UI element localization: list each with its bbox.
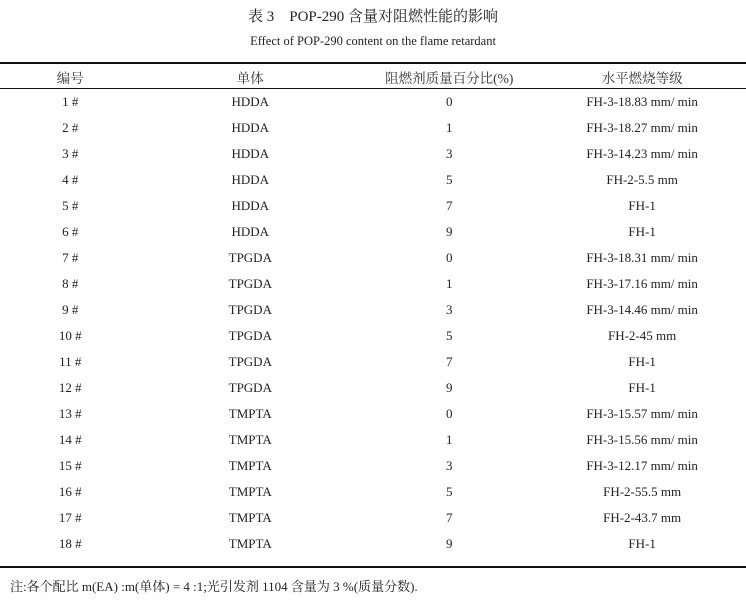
table-subtitle: Effect of POP-290 content on the flame retardant: [250, 34, 496, 48]
cell-monomer: HDDA: [231, 224, 270, 239]
cell-id: 9 #: [62, 302, 79, 317]
table-row: [0, 505, 746, 531]
cell-monomer: TMPTA: [228, 536, 272, 551]
cell-monomer: TPGDA: [228, 250, 272, 265]
cell-monomer: HDDA: [231, 120, 270, 135]
cell-grade: FH-3-12.17 mm/ min: [586, 458, 698, 473]
cell-monomer: HDDA: [231, 198, 270, 213]
cell-grade: FH-1: [628, 354, 656, 369]
cell-percent: 0: [445, 406, 453, 421]
cell-grade: FH-2-45 mm: [607, 328, 677, 343]
cell-percent: 1: [445, 276, 453, 291]
cell-id: 10 #: [58, 328, 82, 343]
cell-monomer: TMPTA: [228, 458, 272, 473]
cell-id: 6 #: [62, 224, 79, 239]
cell-grade: FH-3-14.23 mm/ min: [586, 146, 698, 161]
cell-grade: FH-2-5.5 mm: [606, 172, 678, 187]
cell-grade: FH-1: [628, 536, 656, 551]
cell-grade: FH-3-18.31 mm/ min: [586, 250, 698, 265]
cell-percent: 5: [445, 172, 453, 187]
cell-percent: 3: [445, 146, 453, 161]
cell-grade: FH-2-55.5 mm: [603, 484, 682, 499]
cell-grade: FH-3-18.27 mm/ min: [586, 120, 698, 135]
table-row: [0, 141, 746, 167]
table-row: [0, 297, 746, 323]
cell-id: 5 #: [62, 198, 79, 213]
cell-id: 4 #: [62, 172, 79, 187]
cell-percent: 0: [445, 250, 453, 265]
cell-grade: FH-1: [628, 224, 656, 239]
cell-id: 12 #: [58, 380, 82, 395]
data-table: [0, 64, 746, 557]
cell-id: 7 #: [62, 250, 79, 265]
header-rule: [0, 88, 746, 89]
table-row: [0, 245, 746, 271]
cell-id: 8 #: [62, 276, 79, 291]
cell-percent: 5: [445, 484, 453, 499]
cell-monomer: TMPTA: [228, 510, 272, 525]
header-row: [0, 64, 746, 89]
table-note: 注:各个配比 m(EA) :m(单体) = 4 :1;光引发剂 1104 含量为 3 %(质量分数).: [10, 579, 418, 594]
bottom-rule: [0, 566, 746, 568]
cell-grade: FH-3-17.16 mm/ min: [586, 276, 698, 291]
cell-grade: FH-1: [628, 198, 656, 213]
table-row: [0, 271, 746, 297]
table-row: [0, 401, 746, 427]
cell-percent: 1: [445, 432, 453, 447]
cell-id: 17 #: [58, 510, 82, 525]
cell-monomer: TMPTA: [228, 484, 272, 499]
cell-percent: 7: [445, 510, 453, 525]
table-row: [0, 479, 746, 505]
cell-grade: FH-3-18.83 mm/ min: [586, 94, 698, 109]
cell-percent: 7: [445, 354, 453, 369]
cell-id: 14 #: [58, 432, 82, 447]
cell-percent: 7: [445, 198, 453, 213]
table-row: [0, 89, 746, 115]
table-row: [0, 167, 746, 193]
header-percent: 阻燃剂质量百分比(%): [385, 70, 514, 86]
cell-grade: FH-3-14.46 mm/ min: [586, 302, 698, 317]
table-title: 表 3 POP-290 含量对阻燃性能的影响: [247, 9, 498, 25]
cell-id: 13 #: [58, 406, 82, 421]
cell-id: 18 #: [58, 536, 82, 551]
cell-grade: FH-3-15.56 mm/ min: [586, 432, 698, 447]
table-row: [0, 349, 746, 375]
cell-percent: 9: [445, 536, 453, 551]
table-row: [0, 219, 746, 245]
table-row: [0, 323, 746, 349]
cell-monomer: HDDA: [231, 94, 270, 109]
table-row: [0, 193, 746, 219]
cell-monomer: TPGDA: [228, 380, 272, 395]
cell-monomer: TPGDA: [228, 302, 272, 317]
cell-grade: FH-3-15.57 mm/ min: [586, 406, 698, 421]
header-grade: 水平燃烧等级: [601, 70, 683, 86]
cell-id: 11 #: [59, 354, 82, 369]
table-row: [0, 375, 746, 401]
cell-monomer: HDDA: [231, 172, 270, 187]
cell-percent: 1: [445, 120, 453, 135]
table-row: [0, 115, 746, 141]
cell-monomer: TMPTA: [228, 406, 272, 421]
table-row: [0, 427, 746, 453]
cell-id: 15 #: [58, 458, 82, 473]
cell-percent: 0: [445, 94, 453, 109]
cell-id: 16 #: [58, 484, 82, 499]
cell-grade: FH-2-43.7 mm: [603, 510, 682, 525]
cell-monomer: TMPTA: [228, 432, 272, 447]
cell-monomer: TPGDA: [228, 276, 272, 291]
cell-percent: 9: [445, 380, 453, 395]
cell-monomer: TPGDA: [228, 354, 272, 369]
table-row: [0, 531, 746, 557]
cell-percent: 5: [445, 328, 453, 343]
cell-monomer: HDDA: [231, 146, 270, 161]
header-id: 编号: [56, 70, 84, 86]
cell-percent: 3: [445, 458, 453, 473]
header-monomer: 单体: [236, 70, 264, 86]
cell-percent: 9: [445, 224, 453, 239]
cell-grade: FH-1: [628, 380, 656, 395]
cell-percent: 3: [445, 302, 453, 317]
cell-monomer: TPGDA: [228, 328, 272, 343]
cell-id: 2 #: [62, 120, 79, 135]
cell-id: 3 #: [62, 146, 79, 161]
cell-id: 1 #: [62, 94, 79, 109]
table-row: [0, 453, 746, 479]
